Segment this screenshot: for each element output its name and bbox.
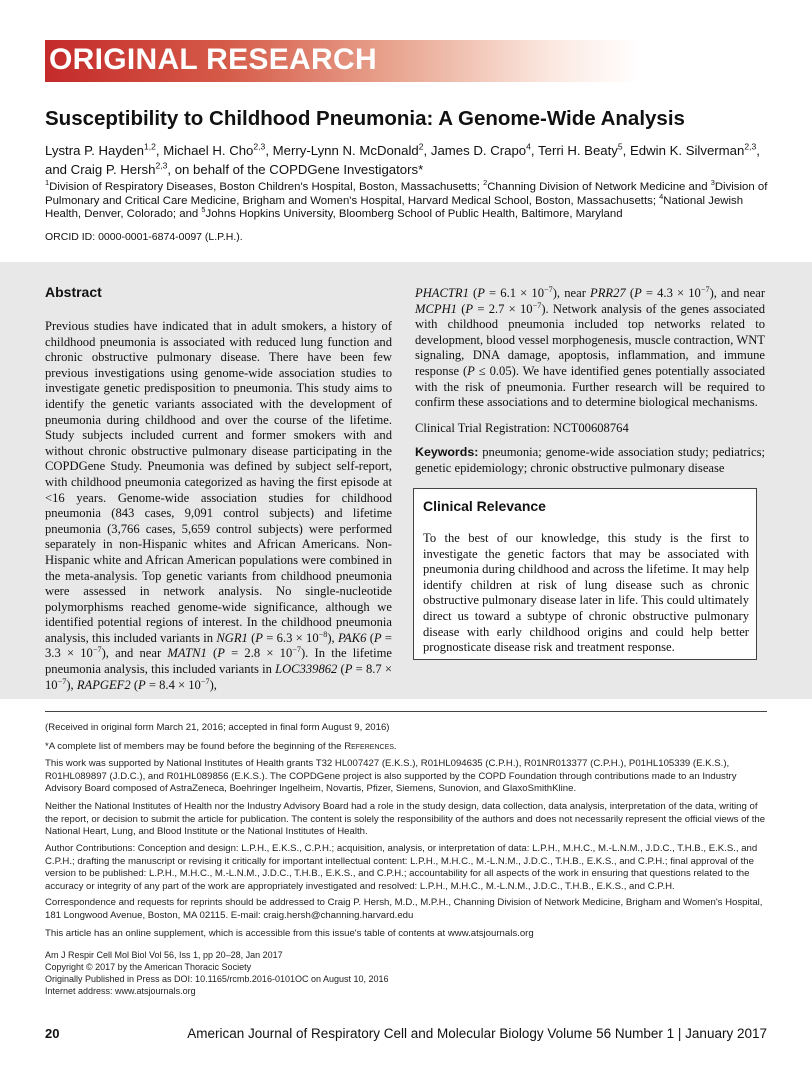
abstract-right-segment: ). Network analysis of the genes associated with childhood pneumonia included top networks related to development, blood vessel morphogenesis, muscle contraction, WNT signaling, DNA damage, apoptosis, inflammation, and immune response ( bbox=[415, 301, 766, 378]
authors-segment: 2 bbox=[418, 141, 424, 152]
abstract-right-segment: ( bbox=[468, 286, 478, 300]
authors-segment: , Michael H. Cho bbox=[155, 143, 254, 158]
section-banner bbox=[45, 40, 640, 82]
footnote-doi: Originally Published in Press as DOI: 10.1165/rcmb.2016-0101OC on August 10, 2016 bbox=[45, 974, 389, 984]
abstract-right-segment: = 4.3 × 10 bbox=[641, 286, 701, 300]
article-title: Susceptibility to Childhood Pneumonia: A Genome-Wide Analysis bbox=[45, 107, 685, 130]
abstract-left-segment: ( bbox=[206, 646, 218, 661]
abstract-left-segment: MATN1 bbox=[167, 646, 207, 661]
affiliations-segment: Division of Pulmonary and Critical Care Medicine, Brigham and Women's Hospital, Harvard Medical School, Boston, Massachusetts; bbox=[45, 181, 768, 207]
abstract-left-segment: NGR1 bbox=[216, 630, 248, 645]
abstract-right-segment: PRR27 bbox=[590, 286, 626, 300]
orcid: ORCID ID: 0000-0001-6874-0097 (L.P.H.). bbox=[45, 231, 243, 243]
affiliations-segment: 4 bbox=[659, 191, 664, 201]
affiliations-segment: Johns Hopkins University, Bloomberg School of Public Health, Baltimore, Maryland bbox=[205, 208, 623, 220]
authors-segment: 2,3 bbox=[253, 141, 266, 152]
abstract-right-segment: PHACTR1 bbox=[415, 286, 469, 300]
affiliations-segment: 5 bbox=[201, 205, 206, 215]
abstract-left-segment: RAPGEF2 bbox=[76, 677, 131, 692]
abstract-right-segment: = 6.1 × 10 bbox=[484, 286, 545, 300]
keywords bbox=[415, 445, 765, 476]
abstract-right-segment: −7 bbox=[544, 284, 553, 294]
keywords-list: pneumonia; genome-wide association study; pediatrics; genetic epidemiology; chronic obstructive pulmonary disease bbox=[415, 445, 765, 475]
abstract-left-segment: ). In the lifetime pneumonia analysis, this included variants in bbox=[45, 646, 392, 677]
footnote-divider bbox=[45, 711, 767, 712]
abstract-right-segment: = 2.7 × 10 bbox=[473, 301, 533, 316]
footnote-members bbox=[45, 741, 770, 754]
page-number: 20 bbox=[45, 1026, 60, 1041]
authors-segment: 5 bbox=[617, 141, 623, 152]
clinical-relevance-box bbox=[413, 488, 757, 660]
abstract-right-segment: ( bbox=[625, 286, 635, 300]
abstract-left-segment: = 2.8 × 10 bbox=[224, 646, 293, 661]
abstract-left-segment: P bbox=[255, 630, 263, 645]
footnote-disclaimer: Neither the National Institutes of Health nor the Industry Advisory Board had a role in the study design, data collection, data analysis, interpretation of the data, writing of the report, or decision to submit the article for publication. The content is solely the responsibility of the authors and does not necessarily represent the official views of the National Heart, Lung, and Blood Institute or the National Institutes of Health. bbox=[45, 801, 766, 837]
abstract-left-segment: −7 bbox=[57, 676, 67, 686]
abstract-right-segment: −7 bbox=[532, 300, 542, 310]
abstract-left-segment: −8 bbox=[318, 629, 328, 639]
abstract-right-segment: P bbox=[634, 286, 642, 300]
authors-segment: 4 bbox=[526, 141, 531, 152]
banner-label: ORIGINAL RESEARCH bbox=[49, 43, 377, 76]
clinical-trial-registration: Clinical Trial Registration: NCT00608764 bbox=[415, 421, 629, 435]
footnote-citation: Am J Respir Cell Mol Biol Vol 56, Iss 1, pp 20–28, Jan 2017 bbox=[45, 950, 283, 960]
abstract-right-segment: P bbox=[467, 363, 475, 378]
abstract-left-segment: LOC339862 bbox=[275, 662, 338, 677]
affiliations-segment: 1 bbox=[45, 178, 50, 188]
abstract-right-segment: P bbox=[465, 301, 474, 316]
abstract-left-segment: = 8.7 × 10 bbox=[45, 662, 392, 692]
abstract-left-segment: = 8.4 × 10 bbox=[145, 677, 201, 692]
authors-segment: Lystra P. Hayden bbox=[45, 143, 144, 158]
abstract-text-right bbox=[415, 286, 765, 411]
affiliations-segment: Channing Division of Network Medicine and bbox=[487, 181, 711, 193]
abstract-left-segment: P bbox=[217, 646, 225, 661]
abstract-left-segment: ), and near bbox=[101, 646, 168, 661]
footnote-received: (Received in original form March 21, 2016; accepted in final form August 9, 2016) bbox=[45, 722, 390, 733]
abstract-left-segment: Previous studies have indicated that in adult smokers, a history of childhood pneumonia is associated with reduced lung function and chronic obstructive pulmonary disease. There have been few previous investigations using genome-wide association studies to investigate genetic predisposition to pneumonia. This study aims to identify the genetic variants associated with the development of pneumonia during childhood and over the course of the lifetime. Study subjects included current and former smokers with and without chronic obstructive pulmonary disease participating in the COPDGene Study. Pneumonia was defined by subject self-report, with childhood pneumonia categorized as having the first episode at <16 years. Genome-wide association studies for childhood pneumonia (843 cases, 9,091 control subjects) and lifetime pneumonia (3,766 cases, 5,659 control subjects) were performed separately in non-Hispanic whites and African Americans. Non-Hispanic white and African American populations were combined in the meta-analysis. Top genetic variants from childhood pneumonia were assessed in network analysis. No single-nucleotide polymorphisms reached genome-wide significance, although we identified potential regions of interest. In the childhood pneumonia analysis, this included variants in bbox=[45, 319, 392, 645]
authors-segment: , and Craig P. Hersh bbox=[45, 143, 760, 177]
abstract-left-segment: −7 bbox=[200, 676, 210, 686]
abstract-left-segment: ), bbox=[209, 677, 217, 692]
abstract-left-segment: PAK6 bbox=[337, 630, 367, 645]
authors-segment: , Merry-Lynn N. McDonald bbox=[265, 143, 419, 158]
members-period: . bbox=[393, 741, 397, 752]
authors-segment: , James D. Crapo bbox=[423, 143, 527, 158]
abstract-heading: Abstract bbox=[45, 284, 102, 300]
affiliations bbox=[45, 178, 770, 222]
abstract-right-segment: P bbox=[477, 286, 485, 300]
clinical-relevance-heading: Clinical Relevance bbox=[423, 498, 546, 514]
affiliations-segment: Division of Respiratory Diseases, Boston Children's Hospital, Boston, Massachusetts; bbox=[49, 181, 484, 193]
affiliations-segment: National Jewish Health, Denver, Colorado; and bbox=[45, 194, 744, 220]
authors-segment: 1,2 bbox=[143, 141, 156, 152]
abstract-left-segment: ), bbox=[327, 630, 338, 645]
abstract-right-segment: −7 bbox=[700, 284, 710, 294]
keywords-label: Keywords: bbox=[415, 445, 479, 459]
footnote-internet: Internet address: www.atsjournals.org bbox=[45, 986, 196, 996]
abstract-right-segment: ), near bbox=[552, 286, 591, 300]
authors-segment: , on behalf of the COPDGene Investigators* bbox=[167, 162, 424, 177]
abstract-right-segment: MCPH1 bbox=[415, 301, 457, 316]
abstract-left-segment: −7 bbox=[292, 645, 301, 655]
abstract-left-segment: P bbox=[373, 630, 382, 645]
affiliations-segment: 2 bbox=[483, 178, 488, 188]
authors-segment: 2,3 bbox=[744, 141, 757, 152]
journal-footer: American Journal of Respiratory Cell and Molecular Biology Volume 56 Number 1 | January 2017 bbox=[187, 1026, 767, 1041]
abstract-left-segment: P bbox=[138, 677, 146, 692]
affiliations-segment: 3 bbox=[710, 178, 715, 188]
abstract-right-segment: ≤ 0.05). We have identified genes potentially associated with the risk of pneumonia. Further research will be required to confirm these associations and to determine biological mechanisms. bbox=[415, 363, 765, 410]
abstract-right-segment: ( bbox=[456, 301, 466, 316]
footnote-funding: This work was supported by National Institutes of Health grants T32 HL007427 (E.K.S.), R01HL094635 (C.P.H.), R01NR013377 (C.P.H.), P01HL105339 (E.K.S.), R01HL089897 (J.D.C.), and R01HL089856 (E.K.S.). The COPDGene project is also supported by the COPD Foundation through contributions made to an Industry Advisory Board composed of AstraZeneca, Boehringer Ingelheim, Novartis, Pfizer, Siemens, Sunovion, and GlaxoSmithKline. bbox=[45, 758, 737, 794]
abstract-left-segment: = 6.3 × 10 bbox=[262, 630, 319, 645]
footnote-correspondence: Correspondence and requests for reprints should be addressed to Craig P. Hersh, M.D., M.P.H., Channing Division of Network Medicine, Brigham and Women's Hospital, 181 Longwood Avenue, Boston, MA 02115. E-mail: craig.hersh@channing.harvard.edu bbox=[45, 897, 763, 921]
abstract-right-segment: ), and near bbox=[709, 286, 766, 300]
authors-segment: , Terri H. Beaty bbox=[530, 143, 618, 158]
abstract-left-segment: ( bbox=[366, 630, 374, 645]
authors-segment: , Edwin K. Silverman bbox=[622, 143, 745, 158]
footnote-copyright: Copyright © 2017 by the American Thoracic Society bbox=[45, 962, 252, 972]
authors-segment: 2,3 bbox=[155, 160, 168, 171]
abstract-left-segment: = 3.3 × 10 bbox=[45, 630, 392, 661]
footnote-supplement: This article has an online supplement, which is accessible from this issue's table of contents at www.atsjournals.org bbox=[45, 928, 534, 939]
clinical-relevance-text: To the best of our knowledge, this study is the first to investigate the genetic factors that may be associated with pneumonia during childhood and across the lifetime. It may help identify children at risk of lung disease such as chronic obstructive pulmonary disease later in life. This could ultimately direct us toward a subtype of chronic obstructive pulmonary disease with early childhood origins and could help better prognosticate disease risk and treatment response. bbox=[423, 531, 749, 655]
abstract-left-segment: ( bbox=[130, 677, 139, 692]
abstract-left-segment: ( bbox=[247, 630, 256, 645]
references-link[interactable]: References bbox=[344, 741, 394, 752]
members-text: *A complete list of members may be found before the beginning of the bbox=[45, 741, 345, 752]
abstract-text-left bbox=[45, 319, 392, 693]
footnote-contributions: Author Contributions: Conception and design: L.P.H., E.K.S., C.P.H.; acquisition, analysis, or interpretation of data: L.P.H., M.H.C., M.-L.N.M., J.D.C., T.H.B., E.K.S., and C.P.H.; drafting the manuscript or revising it critically for important intellectual content: L.P.H., M.H.C., M.-L.N.M., J.D.C., T.H.B., E.K.S., and C.P.H.; final approval of the version to be published: L.P.H., M.H.C., M.-L.N.M., J.D.C., T.H.B., E.K.S., and C.P.H.; accountability for all aspects of the work in ensuring that questions related to the accuracy or integrity of any part of the work are appropriately investigated and resolved: L.P.H., M.H.C., M.-L.N.M., J.D.C., T.H.B., E.K.S., and C.P.H. bbox=[45, 843, 758, 892]
abstract-left-segment: −7 bbox=[92, 645, 102, 655]
abstract-left-segment: P bbox=[344, 662, 353, 677]
abstract-left-segment: ), bbox=[66, 677, 77, 692]
author-list bbox=[45, 141, 765, 179]
abstract-left-segment: ( bbox=[337, 662, 345, 677]
